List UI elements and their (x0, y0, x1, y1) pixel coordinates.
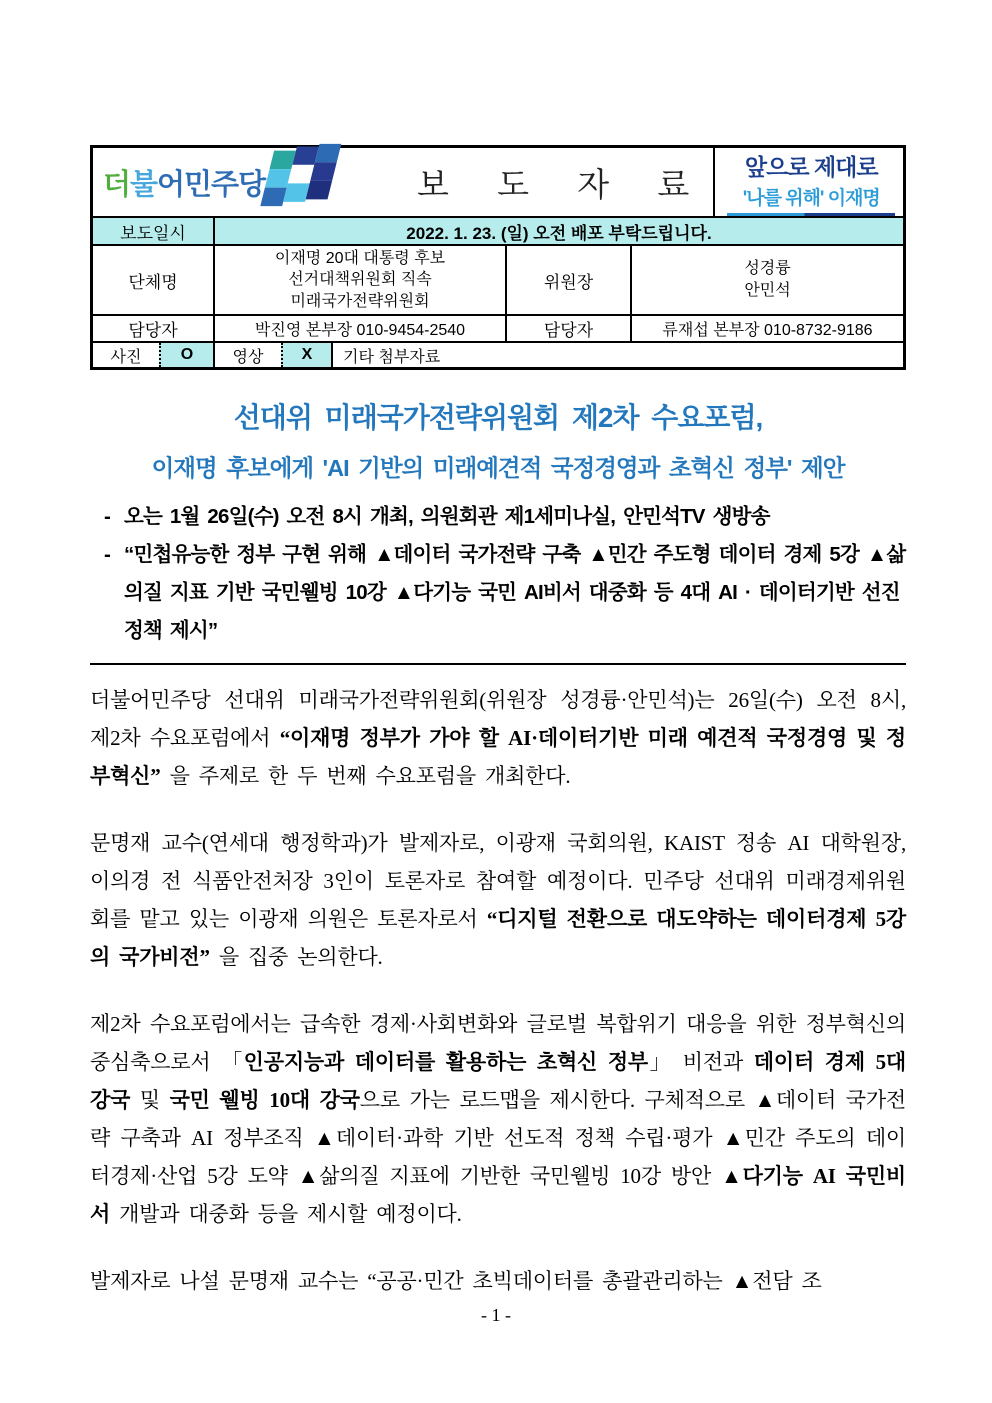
body-paragraph: 제2차 수요포럼에서는 급속한 경제·사회변화와 글로벌 복합위기 대응을 위한 정부혁신의 중심축으로서 「인공지능과 데이터를 활용하는 초혁신 정부」 비전과 데이터 경제 5대 강국 및 국민 웰빙 10대 강국으로 가는 로드맵을 제시한다. 구체적으로 ▲데이터 국가전략 구축과 AI 정부조직 ▲데이터·과학 기반 선도적 정책 수립·평가 ▲민간 주도의 데이터경제·산업 5강 도약 ▲삶의질 지표에 기반한 국민웰빙 10강 방안 ▲다기능 AI 국민비서 개발과 대중화 등을 제시할 예정이다. (90, 1011, 907, 1226)
etc-attachment-label: 기타 첨부자료 (331, 343, 903, 367)
release-date-label: 보도일시 (93, 218, 213, 244)
bullet-dash: - (103, 505, 111, 528)
chair-value: 성경륭 안민석 (630, 246, 903, 314)
video-value: X (281, 343, 331, 367)
slogan-line2: '나를 위해' 이재명 (742, 187, 880, 209)
bullet-dash: - (103, 542, 111, 566)
press-info-table (90, 145, 906, 370)
contact-row (93, 314, 903, 341)
press-release-heading: 보 도 자 료 (417, 167, 710, 204)
party-flag-icon (259, 142, 343, 208)
slogan-underline (727, 213, 895, 216)
body-paragraph: 발제자로 나설 문명재 교수는 “공공·민간 초빅데이터를 총괄관리하는 ▲전담 조 (90, 1268, 822, 1293)
contact2-value: 류재섭 본부장 010-8732-9186 (630, 316, 903, 341)
party-logo-text (103, 162, 265, 203)
headline-line2: 이재명 후보에게 'AI 기반의 미래예견적 국정경영과 초혁신 정부' 제안 (151, 455, 845, 481)
chair-label: 위원장 (505, 246, 630, 314)
slogan-line1: 앞으로 제대로 (744, 153, 878, 180)
party-logo-text-blue: 어민주당 (157, 168, 266, 201)
page-number: - 1 - (481, 1305, 511, 1325)
release-date-row (93, 216, 903, 244)
body-paragraph: 문명재 교수(연세대 행정학과)가 발제자로, 이광재 국회의원, KAIST 정송 AI 대학원장, 이의경 전 식품안전처장 3인이 토론자로 참여할 예정이다. 민주당 선대위 미래경제위원회를 맡고 있는 이광재 의원은 토론자로서 “디지털 전환으로 대도약하는 데이터경제 5강의 국가비전” 을 집중 논의한다. (90, 830, 906, 969)
press-release-heading-cell (393, 148, 713, 216)
masthead-row (93, 148, 903, 216)
subpoint-item (90, 536, 906, 650)
headline-line1: 선대위 미래국가전략위원회 제2차 수요포럼, (233, 402, 763, 433)
subpoint-item (90, 498, 906, 536)
body-paragraph: 더불어민주당 선대위 미래국가전략위원회(위원장 성경륭·안민석)는 26일(수) 오전 8시, 제2차 수요포럼에서 “이재명 정부가 가야 할 AI·데이터기반 미래 예견적 국정경영 및 정부혁신” 을 주제로 한 두 번째 수요포럼을 개최한다. (90, 687, 906, 788)
party-logo-text-green: 더 (103, 168, 131, 201)
photo-value: O (159, 343, 213, 367)
page-content (90, 145, 906, 1329)
attachments-row (93, 341, 903, 367)
contact1-label: 담당자 (128, 321, 178, 340)
photo-label: 사진 (110, 348, 142, 366)
article-body (90, 681, 906, 1300)
contact2-label: 담당자 (505, 316, 630, 341)
contact1-value: 박진영 본부장 010-9454-2540 (213, 316, 505, 341)
headline (90, 396, 906, 483)
party-logo-text-lightblue: 불 (130, 168, 158, 201)
campaign-slogan (713, 148, 907, 216)
headline-subpoints (90, 498, 906, 650)
subpoint-text: 오는 1월 26일(수) 오전 8시 개최, 의원회관 제1세미나실, 안민석TV 생방송 (124, 505, 770, 528)
video-label: 영상 (213, 343, 281, 367)
release-date-value: 2022. 1. 23. (일) 오전 배포 부탁드립니다. (213, 218, 903, 244)
divider-rule (90, 663, 906, 665)
org-label: 단체명 (128, 272, 178, 292)
subpoint-text: “민첩유능한 정부 구현 위해 ▲데이터 국가전략 구축 ▲민간 주도형 데이터 경제 5강 ▲삶의질 지표 기반 국민웰빙 10강 ▲다기능 국민 AI비서 대중화 등 4대 AI · 데이터기반 선진정책 제시” (124, 542, 906, 642)
organization-row (93, 244, 903, 314)
party-logo (93, 148, 393, 216)
org-value: 이재명 20대 대통령 후보 선거대책위원회 직속 미래국가전략위원회 (213, 246, 505, 314)
